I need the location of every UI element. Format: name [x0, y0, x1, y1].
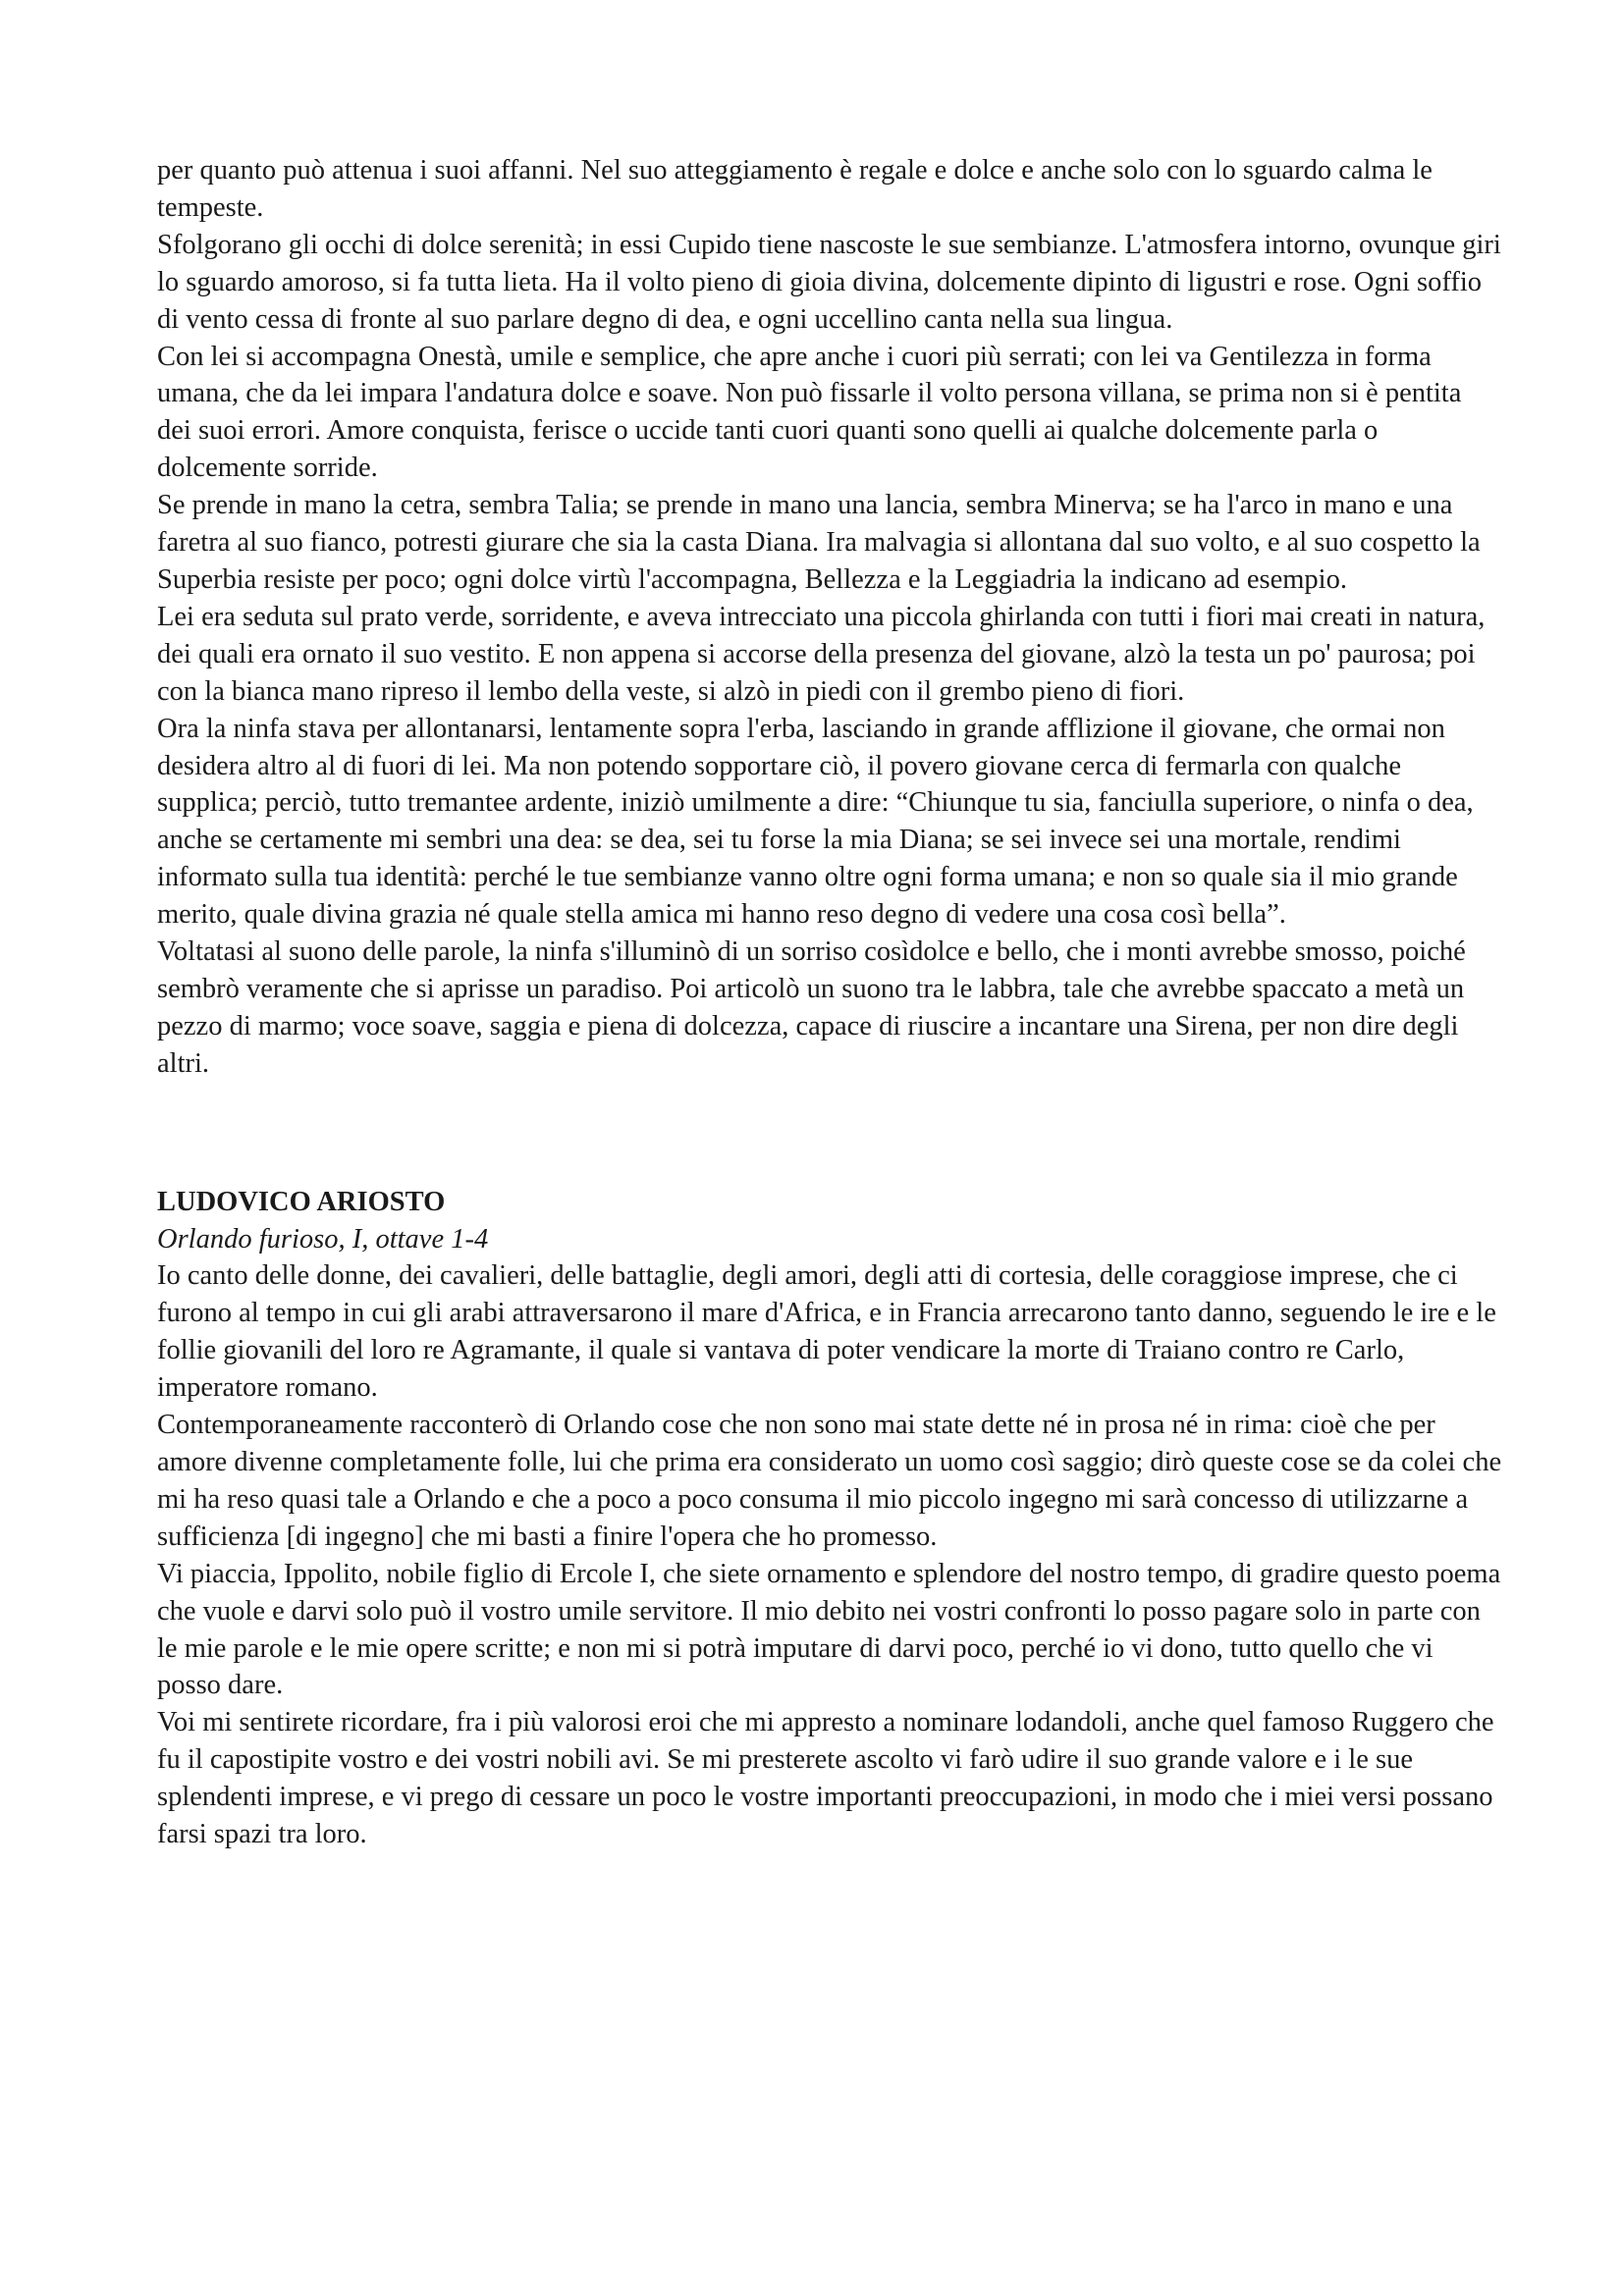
paragraph: Vi piaccia, Ippolito, nobile figlio di Ercole I, che siete ornamento e splendore del nostro tempo, di gradire questo poema che vuole e darvi solo può il vostro umile servitore. Il mio debito nei vostri confronti lo posso pagare solo in parte con le mie parole e le mie opere scritte; e non mi si potrà imputare di darvi poco, perché io vi dono, tutto quello che vi posso dare. — [157, 1558, 1501, 1701]
paragraph: Sfolgorano gli occhi di dolce serenità; in essi Cupido tiene nascoste le sue sembianze. L'atmosfera intorno, ovunque giri lo sguardo amoroso, si fa tutta lieta. Ha il volto pieno di gioia divina, dolcemente dipinto di ligustri e rose. Ogni soffio di vento cessa di fronte al suo parlare degno di dea, e ogni uccellino canta nella sua lingua. — [157, 229, 1501, 335]
paragraph: Contemporaneamente racconterò di Orlando cose che non sono mai state dette né in prosa né in rima: cioè che per amore divenne completamente folle, lui che prima era considerato un uomo così saggio; dirò queste cose se da colei che mi ha reso quasi tale a Orlando e che a poco a poco consuma il mio piccolo ingegno mi sarà concesso di utilizzarne a sufficienza [di ingegno] che mi basti a finire l'opera che ho promesso. — [157, 1410, 1502, 1552]
paragraph: Con lei si accompagna Onestà, umile e semplice, che apre anche i cuori più serrati; con lei va Gentilezza in forma umana, che da lei impara l'andatura dolce e soave. Non può fissarle il volto persona villana, se prima non si è pentita dei suoi errori. Amore conquista, ferisce o uccide tanti cuori quanti sono quelli ai qualche dolcemente parla o dolcemente sorride. — [157, 341, 1462, 484]
paragraph: Ora la ninfa stava per allontanarsi, lentamente sopra l'erba, lasciando in grande afflizione il giovane, che ormai non desidera altro al di fuori di lei. Ma non potendo sopportare ciò, il povero giovane cerca di fermarla con qualche supplica; perciò, tutto tremantee ardente, iniziò umilmente a dire: “Chiunque tu sia, fanciulla superiore, o ninfa o dea, anche se certamente mi sembri una dea: se dea, sei tu forse la mia Diana; se sei invece sei una mortale, rendimi informato sulla tua identità: perché le tue sembianze vanno oltre ogni forma umana; e non so quale sia il mio grande merito, quale divina grazia né quale stella amica mi hanno reso degno di vedere una cosa così bella”. — [157, 713, 1474, 931]
paragraph: per quanto può attenua i suoi affanni. Nel suo atteggiamento è regale e dolce e anche solo con lo sguardo calma le tempeste. — [157, 155, 1433, 223]
paragraph: Io canto delle donne, dei cavalieri, delle battaglie, degli amori, degli atti di cortesia, delle coraggiose imprese, che ci furono al tempo in cui gli arabi attraversarono il mare d'Africa, e in Francia arrecarono tanto danno, seguendo le ire e le follie giovanili del loro re Agramante, il quale si vantava di poter vendicare la morte di Traiano contro re Carlo, imperatore romano. — [157, 1260, 1496, 1404]
document-page — [157, 152, 1502, 1853]
paragraph: Voltatasi al suono delle parole, la ninfa s'illuminò di un sorriso cosìdolce e bello, che i monti avrebbe smosso, poiché sembrò veramente che si aprisse un paradiso. Poi articolò un suono tra le labbra, tale che avrebbe spaccato a metà un pezzo di marmo; voce soave, saggia e piena di dolcezza, capace di riuscire a incantare una Sirena, per non dire degli altri. — [157, 936, 1466, 1079]
section-gap — [157, 1083, 1502, 1184]
paragraph: Lei era seduta sul prato verde, sorridente, e aveva intrecciato una piccola ghirlanda con tutti i fiori mai creati in natura, dei quali era ornato il suo vestito. E non appena si accorse della presenza del giovane, alzò la testa un po' paurosa; poi con la bianca mano ripreso il lembo della veste, si alzò in piedi con il grembo pieno di fiori. — [157, 601, 1486, 707]
author-heading: LUDOVICO ARIOSTO — [157, 1186, 446, 1217]
paragraph: Se prende in mano la cetra, sembra Talia; se prende in mano una lancia, sembra Minerva; se ha l'arco in mano e una faretra al suo fianco, potresti giurare che sia la casta Diana. Ira malvagia si allontana dal suo volto, e al suo cospetto la Superbia resiste per poco; ogni dolce virtù l'accompagna, Bellezza e la Leggiadria la indicano ad esempio. — [157, 490, 1481, 595]
section-ariosto — [157, 1184, 1502, 1853]
paragraph: Voi mi sentirete ricordare, fra i più valorosi eroi che mi appresto a nominare lodandoli, anche quel famoso Ruggero che fu il capostipite vostro e dei vostri nobili avi. Se mi presterete ascolto vi farò udire il suo grande valore e i le sue splendenti imprese, e vi prego di cessare un poco le vostre importanti preoccupazioni, in modo che i miei versi possano farsi spazi tra loro. — [157, 1707, 1494, 1850]
work-title: Orlando furioso, I, ottave 1-4 — [157, 1223, 489, 1255]
section-boiardo-continuation — [157, 152, 1502, 1083]
